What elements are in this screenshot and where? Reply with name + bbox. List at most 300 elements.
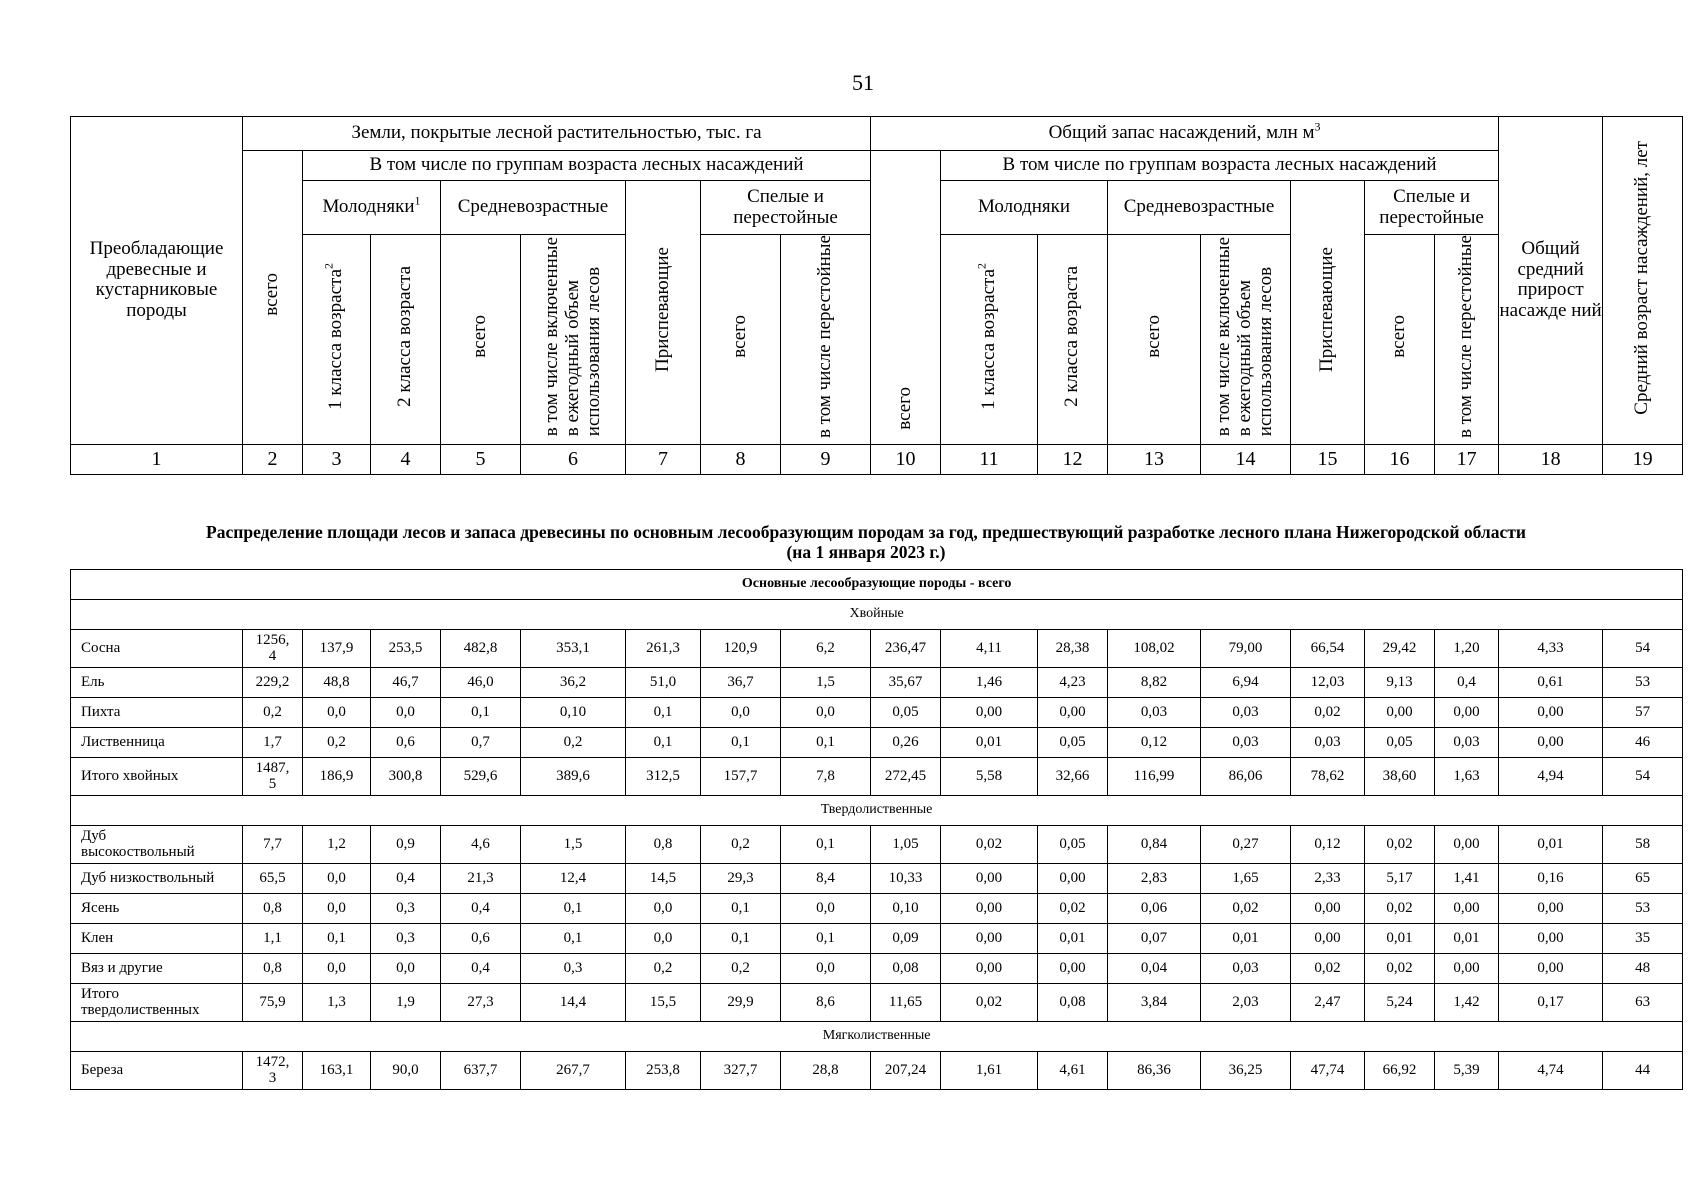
table-cell: 0,6 bbox=[441, 924, 521, 954]
table-cell: 66,92 bbox=[1365, 1052, 1435, 1090]
table-row bbox=[71, 894, 1683, 924]
table-cell: 0,02 bbox=[1365, 954, 1435, 984]
table-cell: 75,9 bbox=[243, 984, 303, 1022]
header-area-ripening: Приспевающие bbox=[626, 181, 701, 445]
header-area-mature-total: всего bbox=[701, 235, 781, 445]
table-cell: 0,05 bbox=[1038, 826, 1108, 864]
table-cell: 65 bbox=[1603, 864, 1683, 894]
header-stock-young: Молодняки bbox=[941, 181, 1108, 235]
table-cell: 1,61 bbox=[941, 1052, 1038, 1090]
table-cell: 28,8 bbox=[781, 1052, 871, 1090]
table-cell: 0,84 bbox=[1108, 826, 1201, 864]
table-cell: 79,00 bbox=[1201, 630, 1291, 668]
table-cell: 4,74 bbox=[1499, 1052, 1603, 1090]
data-table bbox=[70, 569, 1683, 1090]
table-cell: 0,05 bbox=[1038, 728, 1108, 758]
table-cell: 0,00 bbox=[1038, 698, 1108, 728]
table-cell: 0,00 bbox=[1038, 954, 1108, 984]
table-cell: 0,0 bbox=[303, 894, 371, 924]
table-row bbox=[71, 826, 1683, 864]
table-cell: 1487, 5 bbox=[243, 758, 303, 796]
table-cell: 0,1 bbox=[701, 894, 781, 924]
table-cell: 29,3 bbox=[701, 864, 781, 894]
table-cell: 0,02 bbox=[941, 984, 1038, 1022]
table-cell: 0,00 bbox=[1291, 894, 1365, 924]
table-cell: 1,7 bbox=[243, 728, 303, 758]
table-cell: 0,01 bbox=[941, 728, 1038, 758]
table-cell: 12,03 bbox=[1291, 668, 1365, 698]
table-cell: 0,61 bbox=[1499, 668, 1603, 698]
species-name: Ясень bbox=[71, 894, 243, 924]
table-cell: 0,8 bbox=[626, 826, 701, 864]
table-cell: 163,1 bbox=[303, 1052, 371, 1090]
section-title: Мягколиственные bbox=[71, 1022, 1683, 1052]
table-cell: 1256, 4 bbox=[243, 630, 303, 668]
table-cell: 53 bbox=[1603, 894, 1683, 924]
page-number: 51 bbox=[852, 70, 874, 95]
table-cell: 0,07 bbox=[1108, 924, 1201, 954]
table-cell: 0,1 bbox=[781, 826, 871, 864]
table-cell: 0,01 bbox=[1365, 924, 1435, 954]
table-cell: 29,42 bbox=[1365, 630, 1435, 668]
table-cell: 1472, 3 bbox=[243, 1052, 303, 1090]
header-stock-mature-total: всего bbox=[1365, 235, 1435, 445]
column-number: 10 bbox=[871, 444, 941, 474]
table-row bbox=[71, 864, 1683, 894]
table-row bbox=[71, 1052, 1683, 1090]
table-cell: 0,03 bbox=[1291, 728, 1365, 758]
table-cell: 5,39 bbox=[1435, 1052, 1499, 1090]
header-species: Преобладающие древесные и кустарниковые породы bbox=[71, 117, 243, 445]
table-cell: 0,10 bbox=[871, 894, 941, 924]
species-name: Сосна bbox=[71, 630, 243, 668]
table-row bbox=[71, 924, 1683, 954]
table-cell: 58 bbox=[1603, 826, 1683, 864]
table-cell: 4,33 bbox=[1499, 630, 1603, 668]
column-number: 8 bbox=[701, 444, 781, 474]
column-number: 17 bbox=[1435, 444, 1499, 474]
table-cell: 0,01 bbox=[1435, 924, 1499, 954]
header-stock-middle: Средневозрастные bbox=[1108, 181, 1291, 235]
table-cell: 2,83 bbox=[1108, 864, 1201, 894]
table-cell: 0,2 bbox=[701, 826, 781, 864]
species-name: Лиственница bbox=[71, 728, 243, 758]
header-area-overmature: в том числе перестойные bbox=[781, 235, 871, 445]
table-cell: 0,2 bbox=[521, 728, 626, 758]
table-cell: 65,5 bbox=[243, 864, 303, 894]
table-cell: 0,3 bbox=[371, 894, 441, 924]
table-cell: 1,05 bbox=[871, 826, 941, 864]
table-cell: 4,61 bbox=[1038, 1052, 1108, 1090]
table-cell: 0,01 bbox=[1038, 924, 1108, 954]
header-stock-mature: Спелые и перестойные bbox=[1365, 181, 1499, 235]
table-cell: 0,16 bbox=[1499, 864, 1603, 894]
species-name: Пихта bbox=[71, 698, 243, 728]
table-cell: 12,4 bbox=[521, 864, 626, 894]
table-cell: 7,8 bbox=[781, 758, 871, 796]
header-stock-class2: 2 класса возраста bbox=[1038, 235, 1108, 445]
column-number: 3 bbox=[303, 444, 371, 474]
table-cell: 6,2 bbox=[781, 630, 871, 668]
section-row-hardwood bbox=[71, 796, 1683, 826]
table-cell: 0,00 bbox=[1499, 894, 1603, 924]
table-cell: 63 bbox=[1603, 984, 1683, 1022]
table-cell: 11,65 bbox=[871, 984, 941, 1022]
table-cell: 312,5 bbox=[626, 758, 701, 796]
column-number: 2 bbox=[243, 444, 303, 474]
header-avg-age: Средний возраст насаждений, лет bbox=[1603, 117, 1683, 445]
table-cell: 0,1 bbox=[521, 894, 626, 924]
table-cell: 0,0 bbox=[781, 698, 871, 728]
header-table bbox=[70, 116, 1683, 475]
table-cell: 0,0 bbox=[303, 954, 371, 984]
table-cell: 0,4 bbox=[1435, 668, 1499, 698]
table-cell: 86,36 bbox=[1108, 1052, 1201, 1090]
table-cell: 0,08 bbox=[871, 954, 941, 984]
caption-line-2: (на 1 января 2023 г.) bbox=[786, 541, 946, 562]
table-cell: 207,24 bbox=[871, 1052, 941, 1090]
table-cell: 0,03 bbox=[1435, 728, 1499, 758]
table-cell: 0,00 bbox=[1499, 924, 1603, 954]
table-cell: 35,67 bbox=[871, 668, 941, 698]
table-cell: 120,9 bbox=[701, 630, 781, 668]
table-cell: 5,17 bbox=[1365, 864, 1435, 894]
table-cell: 32,66 bbox=[1038, 758, 1108, 796]
table-cell: 261,3 bbox=[626, 630, 701, 668]
column-number: 5 bbox=[441, 444, 521, 474]
table-cell: 0,12 bbox=[1291, 826, 1365, 864]
table-cell: 0,1 bbox=[781, 728, 871, 758]
header-area-mature: Спелые и перестойные bbox=[701, 181, 871, 235]
table-cell: 0,3 bbox=[521, 954, 626, 984]
header-total-increment: Общий средний прирост насажде ний bbox=[1499, 117, 1603, 445]
section-title: Основные лесообразующие породы - всего bbox=[71, 570, 1683, 600]
table-cell: 4,11 bbox=[941, 630, 1038, 668]
table-cell: 38,60 bbox=[1365, 758, 1435, 796]
table-cell: 1,42 bbox=[1435, 984, 1499, 1022]
column-number: 18 bbox=[1499, 444, 1603, 474]
table-cell: 7,7 bbox=[243, 826, 303, 864]
section-row-conifer bbox=[71, 600, 1683, 630]
table-cell: 0,2 bbox=[243, 698, 303, 728]
table-cell: 0,03 bbox=[1201, 728, 1291, 758]
table-cell: 0,3 bbox=[371, 924, 441, 954]
header-area-class2: 2 класса возраста bbox=[371, 235, 441, 445]
species-name: Ель bbox=[71, 668, 243, 698]
column-number: 6 bbox=[521, 444, 626, 474]
species-name: Клен bbox=[71, 924, 243, 954]
table-cell: 1,65 bbox=[1201, 864, 1291, 894]
table-cell: 236,47 bbox=[871, 630, 941, 668]
table-cell: 0,02 bbox=[1291, 698, 1365, 728]
table-row bbox=[71, 630, 1683, 668]
table-cell: 6,94 bbox=[1201, 668, 1291, 698]
table-cell: 1,9 bbox=[371, 984, 441, 1022]
table-cell: 0,27 bbox=[1201, 826, 1291, 864]
table-cell: 272,45 bbox=[871, 758, 941, 796]
table-cell: 48,8 bbox=[303, 668, 371, 698]
caption-line-1: Распределение площади лесов и запаса древесины по основным лесообразующим породам за год, предшествующий разработке лесного плана Нижегородской области bbox=[206, 522, 1526, 542]
table-cell: 0,9 bbox=[371, 826, 441, 864]
table-cell: 0,06 bbox=[1108, 894, 1201, 924]
table-cell: 0,4 bbox=[371, 864, 441, 894]
table-cell: 8,6 bbox=[781, 984, 871, 1022]
table-cell: 4,23 bbox=[1038, 668, 1108, 698]
table-cell: 1,46 bbox=[941, 668, 1038, 698]
table-cell: 1,1 bbox=[243, 924, 303, 954]
table-cell: 0,02 bbox=[1365, 826, 1435, 864]
table-cell: 29,9 bbox=[701, 984, 781, 1022]
table-cell: 0,00 bbox=[1435, 894, 1499, 924]
table-cell: 66,54 bbox=[1291, 630, 1365, 668]
table-cell: 1,41 bbox=[1435, 864, 1499, 894]
table-cell: 0,8 bbox=[243, 954, 303, 984]
table-cell: 0,03 bbox=[1108, 698, 1201, 728]
header-area-middle-included: в том числе включенные в ежегодный объем использования лесов bbox=[521, 235, 626, 445]
column-number: 12 bbox=[1038, 444, 1108, 474]
table-cell: 54 bbox=[1603, 758, 1683, 796]
species-name: Дуб высокоствольный bbox=[71, 826, 243, 864]
column-number: 16 bbox=[1365, 444, 1435, 474]
table-cell: 1,5 bbox=[781, 668, 871, 698]
table-cell: 44 bbox=[1603, 1052, 1683, 1090]
species-name: Итого хвойных bbox=[71, 758, 243, 796]
table-cell: 0,1 bbox=[626, 728, 701, 758]
table-cell: 0,2 bbox=[626, 954, 701, 984]
header-stock-ripening: Приспевающие bbox=[1291, 181, 1365, 445]
table-cell: 35 bbox=[1603, 924, 1683, 954]
table-cell: 0,0 bbox=[781, 954, 871, 984]
table-cell: 0,03 bbox=[1201, 954, 1291, 984]
species-name: Вяз и другие bbox=[71, 954, 243, 984]
table-cell: 4,94 bbox=[1499, 758, 1603, 796]
table-cell: 0,2 bbox=[701, 954, 781, 984]
header-area-total: всего bbox=[243, 151, 303, 445]
table-cell: 0,0 bbox=[781, 894, 871, 924]
table-cell: 0,6 bbox=[371, 728, 441, 758]
table-cell: 47,74 bbox=[1291, 1052, 1365, 1090]
table-cell: 57 bbox=[1603, 698, 1683, 728]
table-cell: 9,13 bbox=[1365, 668, 1435, 698]
column-number: 13 bbox=[1108, 444, 1201, 474]
species-name: Дуб низкоствольный bbox=[71, 864, 243, 894]
table-cell: 253,5 bbox=[371, 630, 441, 668]
table-cell: 0,00 bbox=[1499, 728, 1603, 758]
table-cell: 0,08 bbox=[1038, 984, 1108, 1022]
table-row bbox=[71, 698, 1683, 728]
column-number: 9 bbox=[781, 444, 871, 474]
table-row bbox=[71, 954, 1683, 984]
table-row bbox=[71, 984, 1683, 1022]
table-cell: 86,06 bbox=[1201, 758, 1291, 796]
table-cell: 0,1 bbox=[701, 924, 781, 954]
table-cell: 0,05 bbox=[1365, 728, 1435, 758]
column-number: 19 bbox=[1603, 444, 1683, 474]
table-cell: 116,99 bbox=[1108, 758, 1201, 796]
column-number: 7 bbox=[626, 444, 701, 474]
table-caption bbox=[70, 523, 1662, 562]
table-cell: 21,3 bbox=[441, 864, 521, 894]
table-cell: 78,62 bbox=[1291, 758, 1365, 796]
table-cell: 0,10 bbox=[521, 698, 626, 728]
table-cell: 46,7 bbox=[371, 668, 441, 698]
table-cell: 0,0 bbox=[303, 864, 371, 894]
table-cell: 0,1 bbox=[303, 924, 371, 954]
table-cell: 46 bbox=[1603, 728, 1683, 758]
table-cell: 8,82 bbox=[1108, 668, 1201, 698]
table-cell: 14,4 bbox=[521, 984, 626, 1022]
table-cell: 1,20 bbox=[1435, 630, 1499, 668]
header-area-class1: 1 класса возраста$^2$ bbox=[303, 235, 371, 445]
header-stock-group: Общий запас насаждений, млн $м^3$ bbox=[871, 117, 1499, 151]
table-cell: 0,00 bbox=[1365, 698, 1435, 728]
table-cell: 0,00 bbox=[1291, 924, 1365, 954]
table-cell: 0,0 bbox=[626, 924, 701, 954]
table-cell: 267,7 bbox=[521, 1052, 626, 1090]
table-cell: 0,1 bbox=[626, 698, 701, 728]
header-area-middle: Средневозрастные bbox=[441, 181, 626, 235]
table-cell: 0,8 bbox=[243, 894, 303, 924]
column-number: 1 bbox=[71, 444, 243, 474]
table-cell: 0,02 bbox=[1201, 894, 1291, 924]
table-cell: 5,24 bbox=[1365, 984, 1435, 1022]
table-cell: 0,00 bbox=[1435, 954, 1499, 984]
table-cell: 36,25 bbox=[1201, 1052, 1291, 1090]
table-cell: 0,03 bbox=[1201, 698, 1291, 728]
table-cell: 10,33 bbox=[871, 864, 941, 894]
table-cell: 90,0 bbox=[371, 1052, 441, 1090]
table-cell: 0,02 bbox=[1365, 894, 1435, 924]
table-cell: 0,02 bbox=[1038, 894, 1108, 924]
section-title: Хвойные bbox=[71, 600, 1683, 630]
table-cell: 1,2 bbox=[303, 826, 371, 864]
column-number: 11 bbox=[941, 444, 1038, 474]
table-cell: 0,09 bbox=[871, 924, 941, 954]
column-number: 15 bbox=[1291, 444, 1365, 474]
table-cell: 2,47 bbox=[1291, 984, 1365, 1022]
table-cell: 0,02 bbox=[941, 826, 1038, 864]
table-cell: 0,1 bbox=[441, 698, 521, 728]
table-row bbox=[71, 758, 1683, 796]
header-stock-middle-included: в том числе включенные в ежегодный объем использования лесов bbox=[1201, 235, 1291, 445]
column-number-row bbox=[71, 444, 1683, 474]
section-row-all bbox=[71, 570, 1683, 600]
table-cell: 482,8 bbox=[441, 630, 521, 668]
table-cell: 8,4 bbox=[781, 864, 871, 894]
header-stock-by-age: В том числе по группам возраста лесных насаждений bbox=[941, 151, 1499, 181]
table-cell: 15,5 bbox=[626, 984, 701, 1022]
table-cell: 54 bbox=[1603, 630, 1683, 668]
header-area-by-age: В том числе по группам возраста лесных насаждений bbox=[303, 151, 871, 181]
table-cell: 1,5 bbox=[521, 826, 626, 864]
table-cell: 0,00 bbox=[1499, 954, 1603, 984]
table-cell: 0,17 bbox=[1499, 984, 1603, 1022]
table-cell: 1,3 bbox=[303, 984, 371, 1022]
table-cell: 0,0 bbox=[701, 698, 781, 728]
table-cell: 0,4 bbox=[441, 954, 521, 984]
table-cell: 186,9 bbox=[303, 758, 371, 796]
header-stock-middle-total: всего bbox=[1108, 235, 1201, 445]
table-cell: 27,3 bbox=[441, 984, 521, 1022]
header-area-young: Молодняки$^1$ bbox=[303, 181, 441, 235]
header-stock-overmature: в том числе перестойные bbox=[1435, 235, 1499, 445]
table-cell: 529,6 bbox=[441, 758, 521, 796]
species-name: Береза bbox=[71, 1052, 243, 1090]
column-number: 4 bbox=[371, 444, 441, 474]
table-cell: 0,26 bbox=[871, 728, 941, 758]
section-title: Твердолиственные bbox=[71, 796, 1683, 826]
table-row bbox=[71, 728, 1683, 758]
table-cell: 28,38 bbox=[1038, 630, 1108, 668]
table-cell: 0,05 bbox=[871, 698, 941, 728]
table-cell: 2,33 bbox=[1291, 864, 1365, 894]
table-cell: 0,00 bbox=[941, 894, 1038, 924]
section-row-softwood bbox=[71, 1022, 1683, 1052]
table-cell: 0,04 bbox=[1108, 954, 1201, 984]
header-area-middle-total: всего bbox=[441, 235, 521, 445]
table-cell: 0,00 bbox=[1435, 698, 1499, 728]
table-cell: 0,00 bbox=[1038, 864, 1108, 894]
table-cell: 0,00 bbox=[941, 698, 1038, 728]
table-cell: 0,7 bbox=[441, 728, 521, 758]
table-cell: 0,00 bbox=[941, 954, 1038, 984]
header-stock-total: всего bbox=[871, 151, 941, 445]
table-cell: 0,1 bbox=[521, 924, 626, 954]
table-cell: 157,7 bbox=[701, 758, 781, 796]
table-cell: 0,4 bbox=[441, 894, 521, 924]
table-cell: 0,00 bbox=[941, 924, 1038, 954]
table-cell: 36,2 bbox=[521, 668, 626, 698]
table-cell: 353,1 bbox=[521, 630, 626, 668]
header-stock-class1: 1 класса возраста$^2$ bbox=[941, 235, 1038, 445]
table-cell: 0,0 bbox=[371, 954, 441, 984]
column-number: 14 bbox=[1201, 444, 1291, 474]
table-cell: 300,8 bbox=[371, 758, 441, 796]
table-cell: 51,0 bbox=[626, 668, 701, 698]
table-cell: 637,7 bbox=[441, 1052, 521, 1090]
table-cell: 0,01 bbox=[1201, 924, 1291, 954]
table-cell: 0,0 bbox=[371, 698, 441, 728]
table-cell: 46,0 bbox=[441, 668, 521, 698]
table-cell: 53 bbox=[1603, 668, 1683, 698]
table-cell: 108,02 bbox=[1108, 630, 1201, 668]
table-cell: 36,7 bbox=[701, 668, 781, 698]
table-row bbox=[71, 668, 1683, 698]
table-cell: 0,00 bbox=[1499, 698, 1603, 728]
table-cell: 0,00 bbox=[1435, 826, 1499, 864]
table-cell: 2,03 bbox=[1201, 984, 1291, 1022]
table-cell: 0,02 bbox=[1291, 954, 1365, 984]
table-cell: 253,8 bbox=[626, 1052, 701, 1090]
table-cell: 0,01 bbox=[1499, 826, 1603, 864]
table-cell: 0,12 bbox=[1108, 728, 1201, 758]
table-cell: 0,1 bbox=[781, 924, 871, 954]
table-cell: 4,6 bbox=[441, 826, 521, 864]
table-cell: 0,1 bbox=[701, 728, 781, 758]
table-cell: 0,00 bbox=[941, 864, 1038, 894]
table-cell: 1,63 bbox=[1435, 758, 1499, 796]
header-area-group: Земли, покрытые лесной растительностью, тыс. га bbox=[243, 117, 871, 151]
table-cell: 3,84 bbox=[1108, 984, 1201, 1022]
table-cell: 137,9 bbox=[303, 630, 371, 668]
table-cell: 389,6 bbox=[521, 758, 626, 796]
table-cell: 5,58 bbox=[941, 758, 1038, 796]
table-cell: 0,0 bbox=[303, 698, 371, 728]
table-cell: 229,2 bbox=[243, 668, 303, 698]
table-cell: 0,0 bbox=[626, 894, 701, 924]
table-cell: 48 bbox=[1603, 954, 1683, 984]
table-cell: 327,7 bbox=[701, 1052, 781, 1090]
